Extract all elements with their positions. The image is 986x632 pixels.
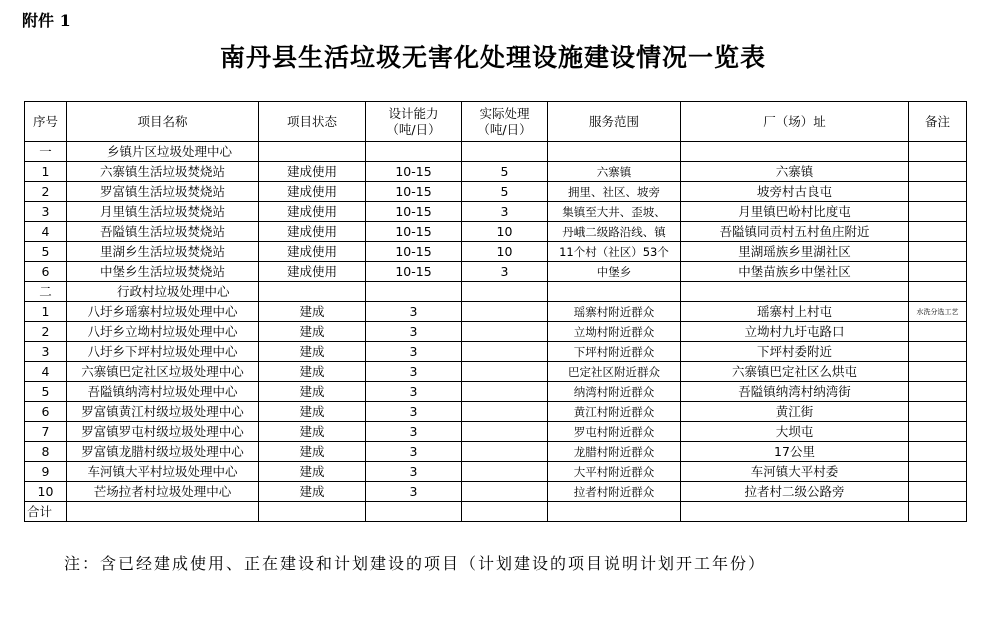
cell-service: 集镇至大井、歪坡、 bbox=[548, 202, 681, 222]
header-actual bbox=[462, 102, 548, 142]
cell-no: 合计 bbox=[25, 502, 67, 522]
cell-service: 瑶寨村附近群众 bbox=[548, 302, 681, 322]
cell-capacity: 3 bbox=[366, 402, 462, 422]
cell-no: 4 bbox=[25, 222, 67, 242]
table-body bbox=[25, 142, 967, 522]
footnote: 注：含已经建成使用、正在建设和计划建设的项目（计划建设的项目说明计划开工年份） bbox=[64, 554, 767, 573]
cell-no: 6 bbox=[25, 262, 67, 282]
cell-service: 大平村附近群众 bbox=[548, 462, 681, 482]
cell-address: 立坳村九圩屯路口 bbox=[681, 322, 909, 342]
cell-status: 建成 bbox=[259, 342, 366, 362]
cell-status: 建成 bbox=[259, 302, 366, 322]
cell-no: 3 bbox=[25, 202, 67, 222]
cell-status: 建成 bbox=[259, 402, 366, 422]
cell-address: 里湖瑶族乡里湖社区 bbox=[681, 242, 909, 262]
cell-remark bbox=[909, 342, 967, 362]
cell-status: 建成 bbox=[259, 422, 366, 442]
cell-actual: 5 bbox=[462, 162, 548, 182]
cell-remark bbox=[909, 502, 967, 522]
facilities-table bbox=[24, 101, 967, 522]
cell-actual bbox=[462, 362, 548, 382]
table-row bbox=[25, 222, 967, 242]
table-row bbox=[25, 362, 967, 382]
cell-service: 立坳村附近群众 bbox=[548, 322, 681, 342]
cell-no: 5 bbox=[25, 242, 67, 262]
header-actual-line1: 实际处理 bbox=[479, 105, 530, 121]
cell-actual bbox=[462, 442, 548, 462]
cell-status: 建成 bbox=[259, 382, 366, 402]
cell-service: 龙腊村附近群众 bbox=[548, 442, 681, 462]
header-actual-line2: （吨/日） bbox=[477, 121, 532, 137]
cell-name: 中堡乡生活垃圾焚烧站 bbox=[67, 262, 259, 282]
header-capacity-line1: 设计能力 bbox=[388, 105, 439, 121]
cell-actual bbox=[462, 342, 548, 362]
cell-status: 建成使用 bbox=[259, 182, 366, 202]
cell-remark bbox=[909, 162, 967, 182]
cell-address bbox=[681, 282, 909, 302]
cell-status: 建成使用 bbox=[259, 202, 366, 222]
cell-status: 建成 bbox=[259, 462, 366, 482]
cell-actual bbox=[462, 322, 548, 342]
cell-address: 下坪村委附近 bbox=[681, 342, 909, 362]
cell-no: 6 bbox=[25, 402, 67, 422]
cell-address: 车河镇大平村委 bbox=[681, 462, 909, 482]
cell-address: 月里镇巴岎村比度屯 bbox=[681, 202, 909, 222]
cell-capacity: 3 bbox=[366, 302, 462, 322]
cell-service: 拉者村附近群众 bbox=[548, 482, 681, 502]
cell-service: 巴定社区附近群众 bbox=[548, 362, 681, 382]
cell-no: 3 bbox=[25, 342, 67, 362]
cell-service: 六寨镇 bbox=[548, 162, 681, 182]
cell-actual bbox=[462, 422, 548, 442]
cell-status: 建成 bbox=[259, 442, 366, 462]
cell-remark bbox=[909, 182, 967, 202]
cell-service: 黄江村附近群众 bbox=[548, 402, 681, 422]
cell-capacity bbox=[366, 502, 462, 522]
cell-name: 乡镇片区垃圾处理中心 bbox=[67, 142, 259, 162]
cell-address: 六寨镇 bbox=[681, 162, 909, 182]
cell-actual: 3 bbox=[462, 202, 548, 222]
header-remark: 备注 bbox=[909, 102, 967, 142]
cell-capacity: 10-15 bbox=[366, 222, 462, 242]
cell-capacity: 3 bbox=[366, 422, 462, 442]
cell-name: 六寨镇生活垃圾焚烧站 bbox=[67, 162, 259, 182]
cell-remark bbox=[909, 462, 967, 482]
cell-address: 瑶寨村上村屯 bbox=[681, 302, 909, 322]
cell-name: 吾隘镇纳湾村垃圾处理中心 bbox=[67, 382, 259, 402]
cell-name: 罗富镇罗屯村级垃圾处理中心 bbox=[67, 422, 259, 442]
cell-capacity: 3 bbox=[366, 462, 462, 482]
cell-capacity: 10-15 bbox=[366, 242, 462, 262]
cell-remark: 水洗分选工艺 bbox=[909, 302, 967, 322]
cell-name: 罗富镇龙腊村级垃圾处理中心 bbox=[67, 442, 259, 462]
cell-name: 罗富镇黄江村级垃圾处理中心 bbox=[67, 402, 259, 422]
cell-service: 纳湾村附近群众 bbox=[548, 382, 681, 402]
cell-remark bbox=[909, 482, 967, 502]
cell-no: 一 bbox=[25, 142, 67, 162]
cell-remark bbox=[909, 322, 967, 342]
cell-actual bbox=[462, 402, 548, 422]
table-row bbox=[25, 322, 967, 342]
cell-status: 建成 bbox=[259, 322, 366, 342]
cell-no: 2 bbox=[25, 182, 67, 202]
cell-actual bbox=[462, 462, 548, 482]
cell-remark bbox=[909, 262, 967, 282]
cell-name: 车河镇大平村垃圾处理中心 bbox=[67, 462, 259, 482]
table-row bbox=[25, 302, 967, 322]
cell-address bbox=[681, 502, 909, 522]
cell-service: 罗屯村附近群众 bbox=[548, 422, 681, 442]
cell-name bbox=[67, 502, 259, 522]
cell-capacity bbox=[366, 282, 462, 302]
cell-name: 六寨镇巴定社区垃圾处理中心 bbox=[67, 362, 259, 382]
cell-name: 吾隘镇生活垃圾焚烧站 bbox=[67, 222, 259, 242]
cell-address: 坡旁村古良屯 bbox=[681, 182, 909, 202]
cell-address: 六寨镇巴定社区么烘屯 bbox=[681, 362, 909, 382]
cell-actual bbox=[462, 382, 548, 402]
cell-actual: 3 bbox=[462, 262, 548, 282]
cell-actual bbox=[462, 282, 548, 302]
cell-actual bbox=[462, 502, 548, 522]
attachment-label: 附件 1 bbox=[22, 11, 71, 30]
cell-no: 8 bbox=[25, 442, 67, 462]
cell-service: 丹峨二级路沿线、镇 bbox=[548, 222, 681, 242]
cell-address: 拉者村二级公路旁 bbox=[681, 482, 909, 502]
cell-name: 八圩乡下坪村垃圾处理中心 bbox=[67, 342, 259, 362]
cell-service bbox=[548, 142, 681, 162]
cell-no: 9 bbox=[25, 462, 67, 482]
cell-status: 建成使用 bbox=[259, 242, 366, 262]
cell-remark bbox=[909, 422, 967, 442]
cell-no: 二 bbox=[25, 282, 67, 302]
cell-address bbox=[681, 142, 909, 162]
cell-status bbox=[259, 142, 366, 162]
header-status: 项目状态 bbox=[259, 102, 366, 142]
cell-capacity: 3 bbox=[366, 442, 462, 462]
header-address: 厂（场）址 bbox=[681, 102, 909, 142]
header-capacity-line2: （吨/日） bbox=[386, 121, 441, 137]
cell-no: 7 bbox=[25, 422, 67, 442]
cell-actual bbox=[462, 142, 548, 162]
table-row bbox=[25, 442, 967, 462]
table-row bbox=[25, 482, 967, 502]
cell-remark bbox=[909, 242, 967, 262]
cell-remark bbox=[909, 222, 967, 242]
table-row bbox=[25, 502, 967, 522]
cell-name: 月里镇生活垃圾焚烧站 bbox=[67, 202, 259, 222]
cell-name: 八圩乡瑶寨村垃圾处理中心 bbox=[67, 302, 259, 322]
cell-remark bbox=[909, 142, 967, 162]
cell-name: 罗富镇生活垃圾焚烧站 bbox=[67, 182, 259, 202]
cell-remark bbox=[909, 442, 967, 462]
cell-capacity bbox=[366, 142, 462, 162]
cell-remark bbox=[909, 382, 967, 402]
cell-status: 建成 bbox=[259, 362, 366, 382]
cell-address: 黄江街 bbox=[681, 402, 909, 422]
cell-address: 吾隘镇同贡村五村鱼庄附近 bbox=[681, 222, 909, 242]
cell-address: 大坝屯 bbox=[681, 422, 909, 442]
cell-actual: 5 bbox=[462, 182, 548, 202]
cell-remark bbox=[909, 202, 967, 222]
cell-status: 建成 bbox=[259, 482, 366, 502]
cell-name: 里湖乡生活垃圾焚烧站 bbox=[67, 242, 259, 262]
header-service: 服务范围 bbox=[548, 102, 681, 142]
cell-actual: 10 bbox=[462, 222, 548, 242]
cell-no: 1 bbox=[25, 162, 67, 182]
cell-name: 行政村垃圾处理中心 bbox=[67, 282, 259, 302]
cell-no: 1 bbox=[25, 302, 67, 322]
cell-name: 八圩乡立坳村垃圾处理中心 bbox=[67, 322, 259, 342]
document-title: 南丹县生活垃圾无害化处理设施建设情况一览表 bbox=[219, 43, 766, 72]
header-no: 序号 bbox=[25, 102, 67, 142]
cell-capacity: 3 bbox=[366, 362, 462, 382]
table-row bbox=[25, 422, 967, 442]
cell-service: 拥里、社区、坡旁 bbox=[548, 182, 681, 202]
cell-capacity: 3 bbox=[366, 482, 462, 502]
cell-remark bbox=[909, 402, 967, 422]
cell-actual: 10 bbox=[462, 242, 548, 262]
cell-name: 芒场拉者村垃圾处理中心 bbox=[67, 482, 259, 502]
cell-capacity: 10-15 bbox=[366, 182, 462, 202]
cell-status bbox=[259, 282, 366, 302]
cell-address: 吾隘镇纳湾村纳湾街 bbox=[681, 382, 909, 402]
cell-capacity: 3 bbox=[366, 382, 462, 402]
table-row bbox=[25, 462, 967, 482]
cell-service bbox=[548, 282, 681, 302]
table-row bbox=[25, 342, 967, 362]
cell-service: 中堡乡 bbox=[548, 262, 681, 282]
table-row bbox=[25, 282, 967, 302]
table-row bbox=[25, 162, 967, 182]
table-row bbox=[25, 182, 967, 202]
cell-capacity: 3 bbox=[366, 322, 462, 342]
cell-status bbox=[259, 502, 366, 522]
cell-actual bbox=[462, 482, 548, 502]
cell-no: 4 bbox=[25, 362, 67, 382]
cell-service: 下坪村附近群众 bbox=[548, 342, 681, 362]
table-header-row bbox=[25, 102, 967, 142]
cell-no: 10 bbox=[25, 482, 67, 502]
cell-remark bbox=[909, 282, 967, 302]
header-capacity bbox=[366, 102, 462, 142]
cell-no: 5 bbox=[25, 382, 67, 402]
cell-no: 2 bbox=[25, 322, 67, 342]
table-row bbox=[25, 242, 967, 262]
cell-capacity: 10-15 bbox=[366, 202, 462, 222]
cell-address: 中堡苗族乡中堡社区 bbox=[681, 262, 909, 282]
cell-remark bbox=[909, 362, 967, 382]
cell-status: 建成使用 bbox=[259, 262, 366, 282]
cell-status: 建成使用 bbox=[259, 222, 366, 242]
header-name: 项目名称 bbox=[67, 102, 259, 142]
cell-capacity: 10-15 bbox=[366, 162, 462, 182]
cell-capacity: 3 bbox=[366, 342, 462, 362]
cell-status: 建成使用 bbox=[259, 162, 366, 182]
table-row bbox=[25, 202, 967, 222]
cell-service: 11个村（社区）53个 bbox=[548, 242, 681, 262]
table-row bbox=[25, 262, 967, 282]
cell-address: 17公里 bbox=[681, 442, 909, 462]
cell-capacity: 10-15 bbox=[366, 262, 462, 282]
table-row bbox=[25, 142, 967, 162]
table-row bbox=[25, 382, 967, 402]
cell-actual bbox=[462, 302, 548, 322]
cell-service bbox=[548, 502, 681, 522]
table-row bbox=[25, 402, 967, 422]
